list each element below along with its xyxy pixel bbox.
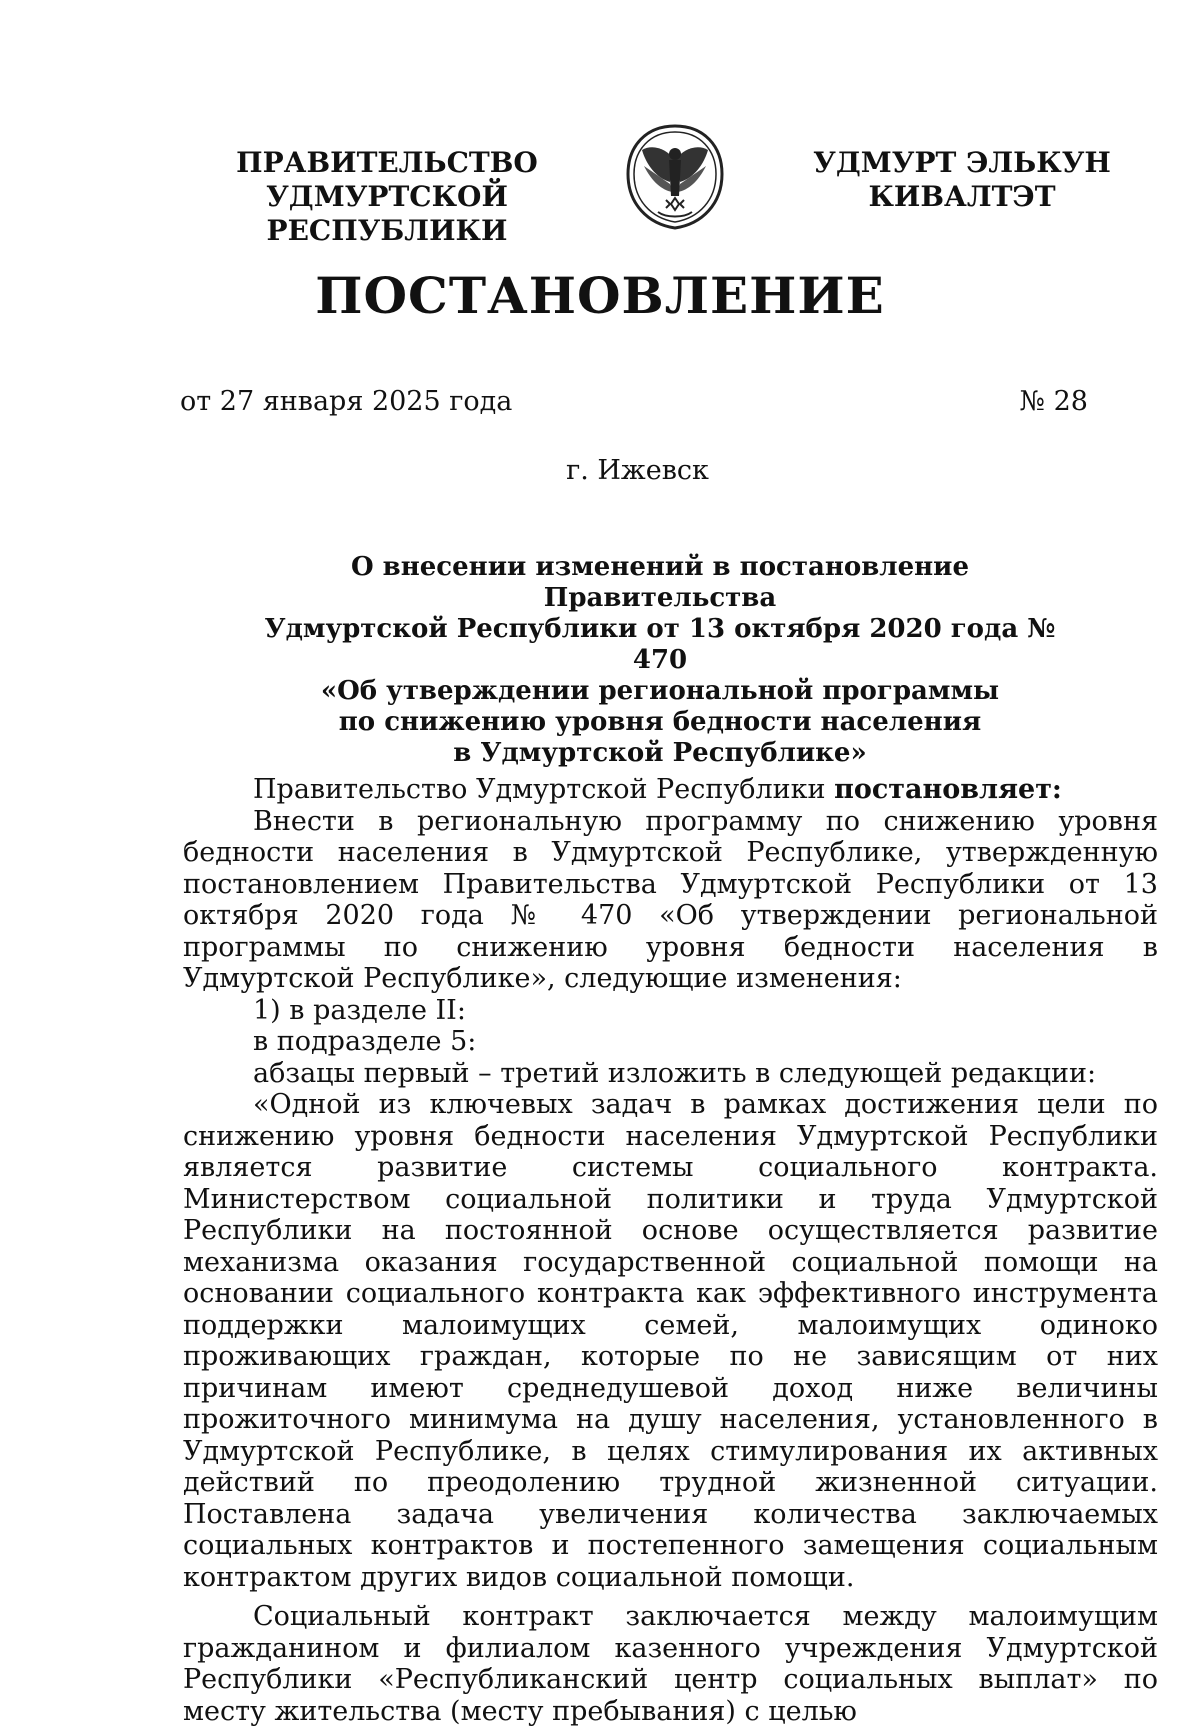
body-paragraph-3: в подразделе 5: — [253, 1026, 477, 1057]
body-paragraph-5: «Одной из ключевых задач в рамках достижения цели по снижению уровня бедности населения Удмуртской Республики является развитие системы социального контракта. Министерством социальной политики и труда Удмуртской Республики на постоянной основе осуществляется развитие механизма оказания государственной социальной помощи на основании социального контракта как эффективного инструмента поддержки малоимущих семей, малоимущих одиноко проживающих граждан, которые по не зависящим от них причинам имеют среднедушевой доход ниже величины прожиточного минимума на душу населения, установленного в Удмуртской Республике, в целях стимулирования их активных действий по преодолению трудной жизненной ситуации. Поставлена задача увеличения количества заключаемых социальных контрактов и постепенного замещения социальным контрактом других видов социальной помощи. — [183, 1089, 1158, 1593]
subject-line-5: в Удмуртской Республике» — [453, 738, 867, 768]
udmurt-coat-of-arms-icon — [622, 120, 728, 232]
subject-line-4: по снижению уровня бедности населения — [338, 707, 982, 737]
document-title: ПОСТАНОВЛЕНИЕ — [315, 266, 885, 325]
document-number: № 28 — [1019, 386, 1088, 417]
preamble-decree-word: постановляет: — [834, 774, 1062, 805]
subject-line-2: Удмуртской Республики от 13 октября 2020 года № 470 — [264, 614, 1056, 675]
body-paragraph-1: Внести в региональную программу по снижению уровня бедности населения в Удмуртской Республике, утвержденную постановлением Правительства Удмуртской Республики от 13 октября 2020 года № 470 «Об утверждении региональной программы по снижению уровня бедности населения в Удмуртской Республике», следующие изменения: — [183, 805, 1158, 994]
document-body — [183, 774, 1158, 1727]
preamble-paragraph — [183, 774, 1158, 806]
issuer-name-udmurt — [812, 146, 1112, 214]
preamble-text: Правительство Удмуртской Республики — [253, 774, 835, 805]
issuer-line-1: ПРАВИТЕЛЬСТВО — [236, 146, 538, 179]
subject-line-1: О внесении изменений в постановление Правительства — [350, 552, 970, 613]
document-city: г. Ижевск — [566, 455, 709, 486]
issuer-udmurt-line-1: УДМУРТ ЭЛЬКУН — [813, 146, 1111, 179]
body-paragraph-6: Социальный контракт заключается между малоимущим гражданином и филиалом казенного учреждения Удмуртской Республики «Республиканский центр социальных выплат» по месту жительства (месту пребывания) с целью — [183, 1601, 1158, 1727]
issuer-name-russian — [172, 146, 602, 248]
document-date: от 27 января 2025 года — [180, 386, 513, 417]
document-subject — [260, 552, 1060, 769]
subject-line-3: «Об утверждении региональной программы — [320, 676, 1000, 706]
issuer-udmurt-line-2: КИВАЛТЭТ — [868, 180, 1056, 213]
issuer-line-2: УДМУРТСКОЙ РЕСПУБЛИКИ — [266, 180, 508, 247]
body-paragraph-2: 1) в разделе II: — [253, 994, 466, 1026]
body-paragraph-4: абзацы первый – третий изложить в следующей редакции: — [253, 1057, 1097, 1089]
